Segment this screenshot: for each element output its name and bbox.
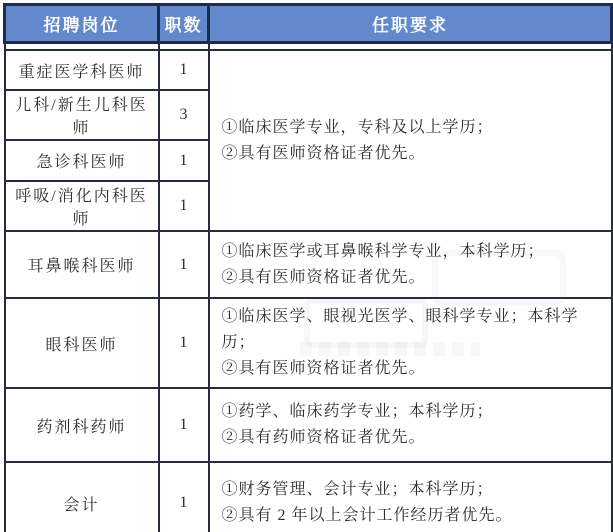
requirement-line: ①临床医学、眼视光医学、眼科学专业；本科学历； bbox=[221, 308, 579, 351]
count-cell: 1 bbox=[159, 181, 209, 231]
requirements-cell bbox=[209, 50, 612, 231]
position-cell: 耳鼻喉科医师 bbox=[5, 231, 159, 298]
requirement-line: ①临床医学专业，专科及以上学历； bbox=[221, 118, 494, 136]
table-row bbox=[5, 298, 612, 388]
header-count: 职数 bbox=[159, 5, 209, 43]
recruitment-table bbox=[3, 3, 613, 532]
table-row bbox=[5, 388, 612, 462]
count-cell: 1 bbox=[159, 50, 209, 90]
table-row bbox=[5, 462, 612, 532]
requirements-cell bbox=[209, 231, 612, 298]
requirement-line: ②具有医师资格证者优先。 bbox=[221, 268, 426, 286]
table-row bbox=[5, 231, 612, 298]
requirement-line: ①临床医学或耳鼻喉科学专业，本科学历； bbox=[221, 242, 545, 260]
requirements-cell bbox=[209, 388, 612, 462]
requirement-line: ②具有医师资格证者优先。 bbox=[221, 144, 426, 162]
requirements-cell bbox=[209, 298, 612, 388]
position-cell: 儿科/新生儿科医师 bbox=[5, 90, 159, 140]
requirement-line: ②具有 2 年以上会计工作经历者优先。 bbox=[221, 507, 513, 524]
count-cell: 1 bbox=[159, 231, 209, 298]
count-cell: 1 bbox=[159, 298, 209, 388]
header-body-gap bbox=[5, 43, 612, 51]
table-header-row bbox=[5, 5, 612, 43]
table-row bbox=[5, 50, 612, 90]
count-cell: 3 bbox=[159, 90, 209, 140]
requirement-line: ②具有药师资格证者优先。 bbox=[221, 429, 426, 446]
header-requirements: 任职要求 bbox=[209, 5, 612, 43]
requirement-line: ①财务管理、会计专业；本科学历； bbox=[221, 481, 494, 498]
header-position: 招聘岗位 bbox=[5, 5, 159, 43]
position-cell: 眼科医师 bbox=[5, 298, 159, 388]
position-cell: 会计 bbox=[5, 462, 159, 532]
count-cell: 1 bbox=[159, 462, 209, 532]
position-cell: 呼吸/消化内科医师 bbox=[5, 181, 159, 231]
count-cell: 1 bbox=[159, 388, 209, 462]
position-cell: 药剂科药师 bbox=[5, 388, 159, 462]
requirement-line: ①药学、临床药学专业；本科学历； bbox=[221, 403, 494, 420]
count-cell: 1 bbox=[159, 140, 209, 181]
position-cell: 急诊科医师 bbox=[5, 140, 159, 181]
position-cell: 重症医学科医师 bbox=[5, 50, 159, 90]
requirement-line: ②具有医师资格证者优先。 bbox=[221, 360, 426, 377]
requirements-cell bbox=[209, 462, 612, 532]
